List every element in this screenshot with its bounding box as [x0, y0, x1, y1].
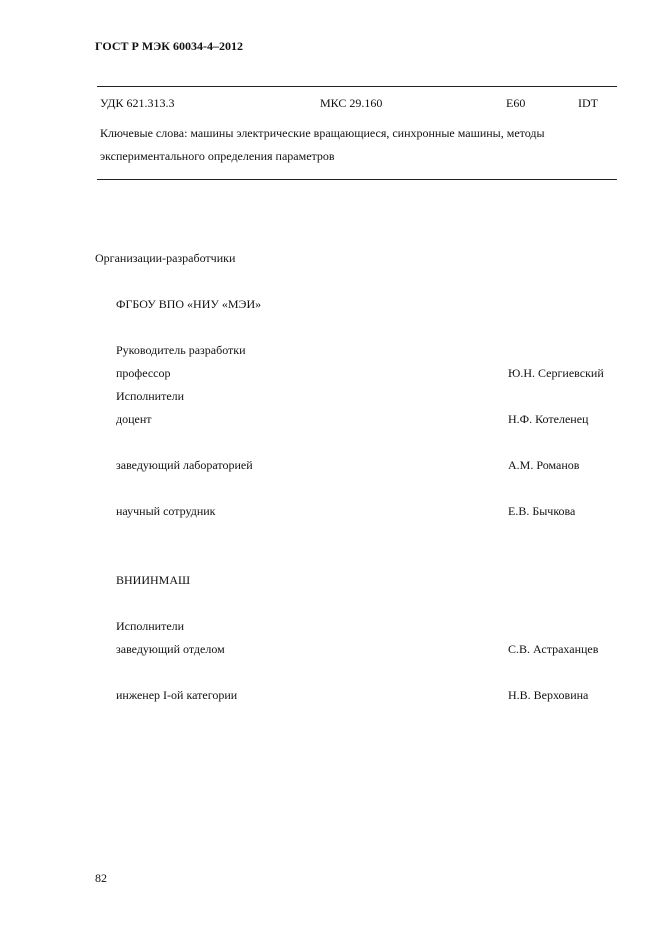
org1-executors-label: Исполнители — [116, 389, 185, 403]
bottom-divider — [97, 179, 617, 180]
mks-code: МКС 29.160 — [320, 96, 383, 110]
org2-executors-label: Исполнители — [116, 619, 185, 633]
idt-code: IDT — [578, 96, 598, 110]
person-role: заведующий лабораторией — [116, 458, 253, 472]
developers-title: Организации-разработчики — [95, 251, 236, 265]
person-name: А.М. Романов — [508, 458, 580, 472]
standard-code-header: ГОСТ Р МЭК 60034-4–2012 — [95, 39, 243, 53]
head-name: Ю.Н. Сергиевский — [508, 366, 604, 380]
head-role: профессор — [116, 366, 171, 380]
org1-name: ФГБОУ ВПО «НИУ «МЭИ» — [116, 297, 262, 311]
person-name: Е.В. Бычкова — [508, 504, 576, 518]
person-role: заведующий отделом — [116, 642, 225, 656]
person-name: С.В. Астраханцев — [508, 642, 599, 656]
keywords-line-2: экспериментального определения параметров — [100, 149, 335, 163]
head-label: Руководитель разработки — [116, 343, 246, 357]
org2-name: ВНИИНМАШ — [116, 573, 191, 587]
person-name: Н.Ф. Котеленец — [508, 412, 589, 426]
keywords-line-1: Ключевые слова: машины электрические вращающиеся, синхронные машины, методы — [100, 126, 545, 140]
page-number: 82 — [95, 871, 107, 885]
person-role: инженер I-ой категории — [116, 688, 238, 702]
person-role: научный сотрудник — [116, 504, 216, 518]
top-divider — [97, 86, 617, 87]
person-name: Н.В. Верховина — [508, 688, 589, 702]
udc-code: УДК 621.313.3 — [100, 96, 175, 110]
person-role: доцент — [116, 412, 152, 426]
e-code: Е60 — [506, 96, 526, 110]
